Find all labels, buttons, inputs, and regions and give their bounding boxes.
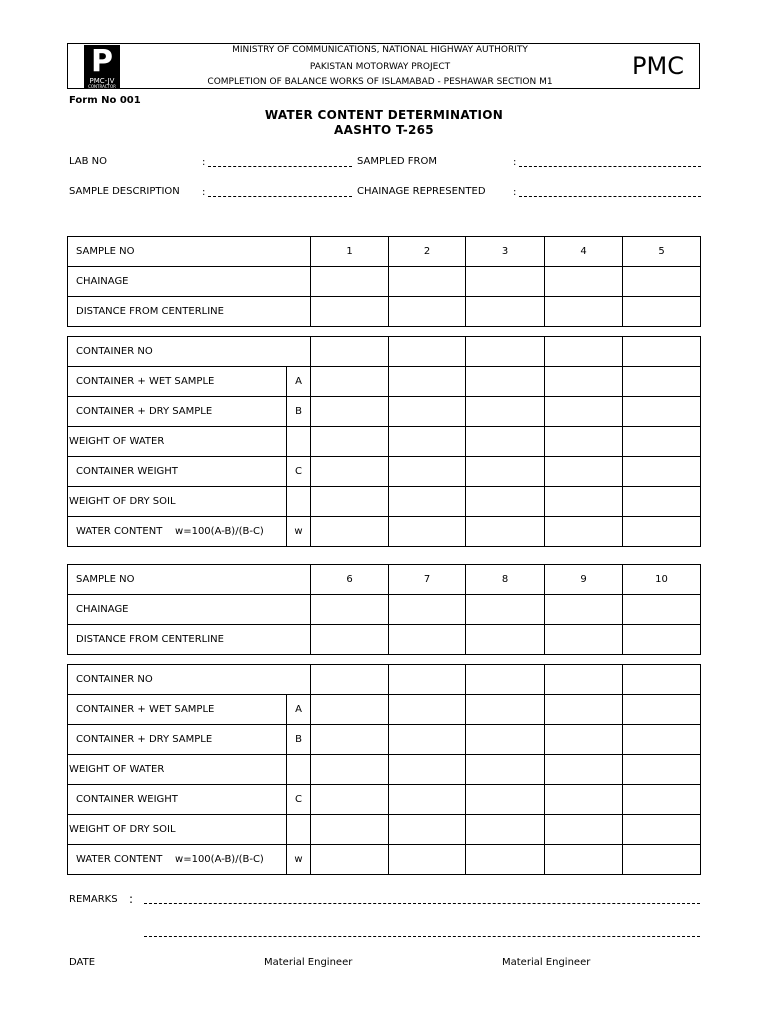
table-row [68, 397, 701, 427]
input-cell[interactable] [545, 367, 623, 397]
input-cell[interactable] [623, 815, 701, 845]
water-content-label: WATER CONTENT w=100(A-B)/(B-C) [68, 845, 287, 875]
input-cell[interactable] [389, 595, 466, 625]
form-number: Form No 001 [69, 95, 141, 106]
input-cell[interactable] [311, 665, 389, 695]
input-cell[interactable] [623, 725, 701, 755]
input-cell[interactable] [623, 367, 701, 397]
chainage-label: CHAINAGE [68, 595, 311, 625]
input-cell[interactable] [545, 695, 623, 725]
sample-description-colon: : [202, 187, 206, 198]
input-cell[interactable] [545, 755, 623, 785]
input-cell[interactable] [466, 517, 545, 547]
lab-no-label: LAB NO [69, 156, 108, 167]
input-cell[interactable] [311, 625, 389, 655]
input-cell[interactable] [623, 845, 701, 875]
input-cell[interactable] [623, 427, 701, 457]
sample-no-label: SAMPLE NO [68, 565, 311, 595]
input-cell[interactable] [389, 427, 466, 457]
input-cell[interactable] [389, 625, 466, 655]
input-cell[interactable] [466, 595, 545, 625]
input-cell[interactable] [389, 755, 466, 785]
input-cell[interactable] [545, 337, 623, 367]
container-no-label: CONTAINER NO [68, 337, 311, 367]
symbol-b: B [287, 725, 311, 755]
input-cell[interactable] [623, 397, 701, 427]
input-cell[interactable] [623, 517, 701, 547]
symbol-a: A [287, 695, 311, 725]
sample-no-label: SAMPLE NO [68, 237, 311, 267]
input-cell[interactable] [389, 337, 466, 367]
symbol-empty [287, 427, 311, 457]
sample-number: 7 [389, 565, 466, 595]
input-cell[interactable] [389, 517, 466, 547]
input-cell[interactable] [311, 815, 389, 845]
dry-sample-label: CONTAINER + DRY SAMPLE [68, 725, 287, 755]
remarks-label: REMARKS [69, 894, 118, 905]
table-row [68, 845, 701, 875]
input-cell[interactable] [545, 297, 623, 327]
header-line-3: COMPLETION OF BALANCE WORKS OF ISLAMABAD - PESHAWAR SECTION M1 [207, 77, 553, 87]
symbol-b: B [287, 397, 311, 427]
table-row [68, 427, 701, 457]
sample-number: 10 [623, 565, 701, 595]
brand-text: PMC [632, 52, 684, 80]
chainage-label: CHAINAGE [68, 267, 311, 297]
input-cell[interactable] [311, 845, 389, 875]
input-cell[interactable] [466, 845, 545, 875]
material-engineer-signature-1: Material Engineer [264, 957, 353, 968]
input-cell[interactable] [389, 725, 466, 755]
header-line-1: MINISTRY OF COMMUNICATIONS, NATIONAL HIGHWAY AUTHORITY [232, 45, 528, 55]
sample-number: 8 [466, 565, 545, 595]
input-cell[interactable] [466, 725, 545, 755]
input-cell[interactable] [311, 595, 389, 625]
input-cell[interactable] [545, 595, 623, 625]
sample-table-1 [67, 236, 701, 327]
table-row [68, 367, 701, 397]
wet-sample-label: CONTAINER + WET SAMPLE [68, 695, 287, 725]
input-cell[interactable] [466, 427, 545, 457]
distance-label: DISTANCE FROM CENTERLINE [68, 625, 311, 655]
chainage-represented-label: CHAINAGE REPRESENTED [357, 186, 486, 197]
input-cell[interactable] [466, 337, 545, 367]
input-cell[interactable] [545, 815, 623, 845]
input-cell[interactable] [466, 695, 545, 725]
input-cell[interactable] [623, 755, 701, 785]
container-weight-label: CONTAINER WEIGHT [68, 457, 287, 487]
symbol-empty [287, 487, 311, 517]
table-row [68, 297, 701, 327]
input-cell[interactable] [466, 625, 545, 655]
table-row [68, 785, 701, 815]
input-cell[interactable] [311, 755, 389, 785]
container-no-label: CONTAINER NO [68, 665, 311, 695]
input-cell[interactable] [623, 297, 701, 327]
input-cell[interactable] [466, 665, 545, 695]
wet-sample-label: CONTAINER + WET SAMPLE [68, 367, 287, 397]
logo-letter: P [91, 44, 113, 79]
input-cell[interactable] [389, 815, 466, 845]
symbol-c: C [287, 457, 311, 487]
remarks-colon: : [129, 892, 134, 906]
table-row [68, 695, 701, 725]
input-cell[interactable] [545, 845, 623, 875]
measurement-table-1 [67, 336, 701, 547]
sample-number: 5 [623, 237, 701, 267]
table-row [68, 625, 701, 655]
input-cell[interactable] [311, 367, 389, 397]
water-content-label: WATER CONTENT w=100(A-B)/(B-C) [68, 517, 287, 547]
input-cell[interactable] [545, 725, 623, 755]
input-cell[interactable] [545, 457, 623, 487]
symbol-c: C [287, 785, 311, 815]
material-engineer-signature-2: Material Engineer [502, 957, 591, 968]
input-cell[interactable] [545, 625, 623, 655]
input-cell[interactable] [623, 785, 701, 815]
sample-number: 4 [545, 237, 623, 267]
input-cell[interactable] [311, 785, 389, 815]
input-cell[interactable] [389, 267, 466, 297]
dry-soil-label: WEIGHT OF DRY SOIL [68, 487, 287, 517]
input-cell[interactable] [466, 297, 545, 327]
table-row [68, 267, 701, 297]
sample-number: 6 [311, 565, 389, 595]
input-cell[interactable] [389, 665, 466, 695]
date-label: DATE [69, 957, 96, 968]
chainage-represented-field[interactable] [519, 196, 701, 197]
input-cell[interactable] [545, 665, 623, 695]
measurement-table-2 [67, 664, 701, 875]
dry-sample-label: CONTAINER + DRY SAMPLE [68, 397, 287, 427]
symbol-a: A [287, 367, 311, 397]
input-cell[interactable] [466, 457, 545, 487]
table-row [68, 725, 701, 755]
sample-table-2 [67, 564, 701, 655]
input-cell[interactable] [545, 397, 623, 427]
header-line-2: PAKISTAN MOTORWAY PROJECT [309, 62, 451, 72]
distance-label: DISTANCE FROM CENTERLINE [68, 297, 311, 327]
page-title: WATER CONTENT DETERMINATION [264, 108, 504, 122]
sample-description-label: SAMPLE DESCRIPTION [69, 186, 180, 197]
sample-number: 3 [466, 237, 545, 267]
sample-number: 1 [311, 237, 389, 267]
input-cell[interactable] [466, 397, 545, 427]
table-row [68, 487, 701, 517]
remarks-line-2[interactable] [144, 936, 700, 937]
sample-number: 9 [545, 565, 623, 595]
sampled-from-field[interactable] [519, 166, 701, 167]
table-row [68, 755, 701, 785]
logo-sublabel: CONTRACTOR [88, 84, 116, 89]
input-cell[interactable] [311, 267, 389, 297]
input-cell[interactable] [623, 457, 701, 487]
input-cell[interactable] [623, 487, 701, 517]
table-row [68, 665, 701, 695]
input-cell[interactable] [311, 487, 389, 517]
input-cell[interactable] [389, 785, 466, 815]
symbol-empty [287, 755, 311, 785]
input-cell[interactable] [545, 785, 623, 815]
water-weight-label: WEIGHT OF WATER [68, 755, 287, 785]
input-cell[interactable] [466, 267, 545, 297]
symbol-empty [287, 815, 311, 845]
dry-soil-label: WEIGHT OF DRY SOIL [68, 815, 287, 845]
input-cell[interactable] [311, 457, 389, 487]
sampled-from-colon: : [513, 157, 517, 168]
sample-description-field[interactable] [208, 196, 352, 197]
input-cell[interactable] [389, 487, 466, 517]
container-weight-label: CONTAINER WEIGHT [68, 785, 287, 815]
symbol-w: w [287, 517, 311, 547]
chainage-represented-colon: : [513, 187, 517, 198]
input-cell[interactable] [623, 267, 701, 297]
table-row [68, 595, 701, 625]
input-cell[interactable] [545, 267, 623, 297]
lab-no-colon: : [202, 157, 206, 168]
input-cell[interactable] [311, 297, 389, 327]
input-cell[interactable] [466, 785, 545, 815]
input-cell[interactable] [389, 457, 466, 487]
input-cell[interactable] [623, 695, 701, 725]
input-cell[interactable] [623, 337, 701, 367]
pmc-logo [84, 45, 120, 89]
input-cell[interactable] [545, 487, 623, 517]
input-cell[interactable] [623, 595, 701, 625]
table-row [68, 457, 701, 487]
input-cell[interactable] [466, 755, 545, 785]
input-cell[interactable] [623, 665, 701, 695]
water-weight-label: WEIGHT OF WATER [68, 427, 287, 457]
input-cell[interactable] [389, 695, 466, 725]
input-cell[interactable] [389, 397, 466, 427]
input-cell[interactable] [623, 625, 701, 655]
input-cell[interactable] [311, 397, 389, 427]
remarks-line-1[interactable] [144, 903, 700, 904]
input-cell[interactable] [545, 427, 623, 457]
page-subtitle: AASHTO T-265 [334, 123, 434, 137]
input-cell[interactable] [466, 815, 545, 845]
table-row [68, 517, 701, 547]
input-cell[interactable] [389, 297, 466, 327]
table-row [68, 237, 701, 267]
input-cell[interactable] [466, 487, 545, 517]
input-cell[interactable] [311, 517, 389, 547]
sample-number: 2 [389, 237, 466, 267]
input-cell[interactable] [311, 695, 389, 725]
lab-no-field[interactable] [208, 166, 352, 167]
input-cell[interactable] [311, 337, 389, 367]
table-row [68, 337, 701, 367]
input-cell[interactable] [545, 517, 623, 547]
input-cell[interactable] [466, 367, 545, 397]
logo-label: PMC-JV [89, 77, 115, 85]
table-row [68, 565, 701, 595]
input-cell[interactable] [311, 725, 389, 755]
symbol-w: w [287, 845, 311, 875]
input-cell[interactable] [389, 845, 466, 875]
input-cell[interactable] [311, 427, 389, 457]
table-row [68, 815, 701, 845]
sampled-from-label: SAMPLED FROM [357, 156, 437, 167]
input-cell[interactable] [389, 367, 466, 397]
